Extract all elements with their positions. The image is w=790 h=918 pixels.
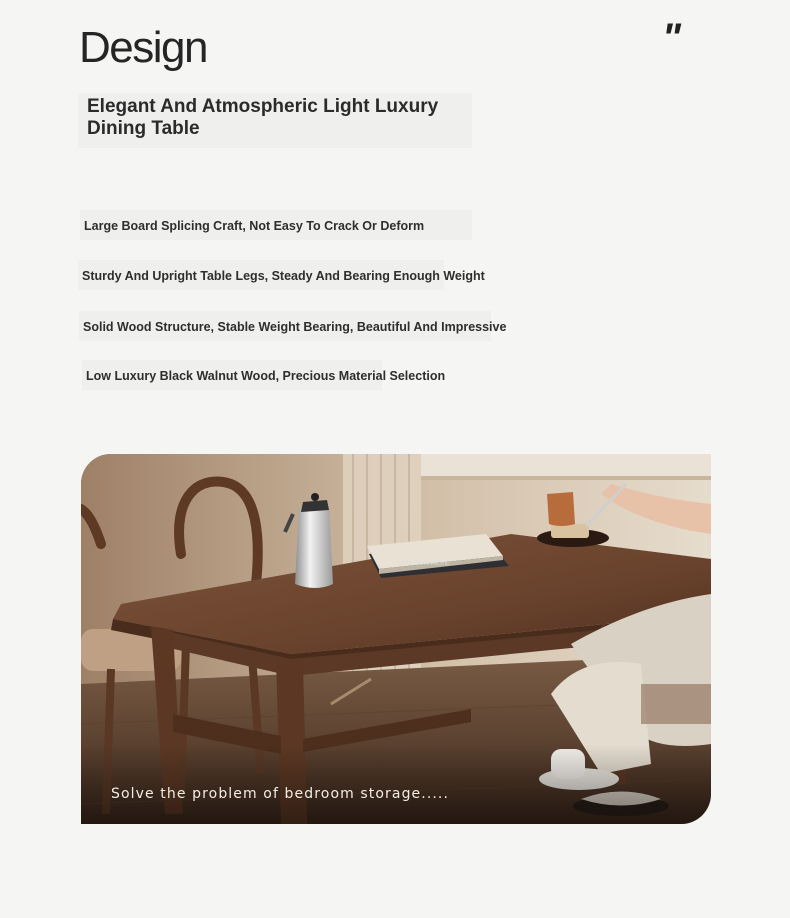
book-spine-text: PEAK OF AN ARCHIE (399, 561, 450, 567)
feature-item-2: Sturdy And Upright Table Legs, Steady And Bearing Enough Weight (82, 269, 485, 283)
photo-caption: Solve the problem of bedroom storage..... (111, 786, 450, 802)
feature-item-1: Large Board Splicing Craft, Not Easy To Crack Or Deform (84, 219, 425, 233)
dining-scene-illustration (81, 454, 711, 824)
dining-table-photo (81, 454, 711, 824)
quote-mark-icon: " (662, 16, 681, 60)
page-title: Design (79, 23, 207, 72)
page-subtitle: Elegant And Atmospheric Light Luxury Dining Table (87, 96, 439, 139)
feature-item-4: Low Luxury Black Walnut Wood, Precious Material Selection (86, 369, 446, 383)
feature-item-3: Solid Wood Structure, Stable Weight Bearing, Beautiful And Impressive (83, 320, 507, 334)
